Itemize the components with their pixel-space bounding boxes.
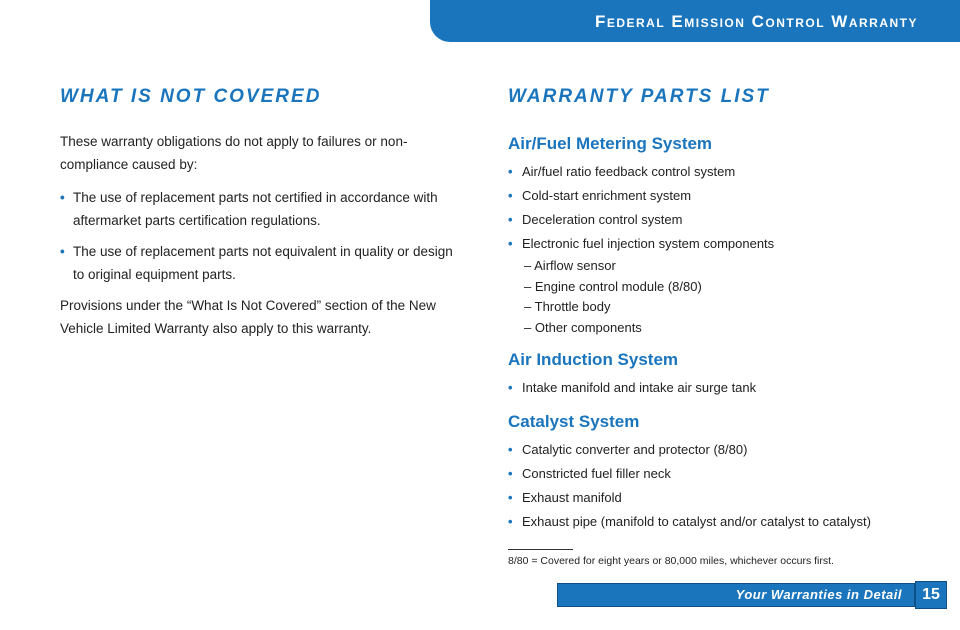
bullet-icon: • <box>508 380 513 395</box>
parts-list <box>508 376 928 400</box>
closing-paragraph: Provisions under the “What Is Not Covered” section of the New Vehicle Limited Warranty also apply to this warranty. <box>60 298 436 336</box>
list-item-text: The use of replacement parts not certified in accordance with aftermarket parts certification regulations. <box>73 190 438 228</box>
dash-icon: – <box>524 299 532 314</box>
footnote: 8/80 = Covered for eight years or 80,000 miles, whichever occurs first. <box>508 555 834 567</box>
list-item-text: Cold-start enrichment system <box>522 188 692 203</box>
page-number: 15 <box>915 581 947 609</box>
list-item <box>508 376 928 400</box>
bullet-icon: • <box>508 188 513 203</box>
sub-list-item-text: Airflow sensor <box>534 258 616 273</box>
parts-list <box>508 438 928 534</box>
dash-icon: – <box>524 319 532 335</box>
list-item-text: Air/fuel ratio feedback control system <box>522 164 736 179</box>
list-item-text: Constricted fuel filler neck <box>522 466 671 481</box>
list-item-text: Electronic fuel injection system components <box>522 236 775 251</box>
list-item-text: Exhaust manifold <box>522 490 622 505</box>
sub-list-item <box>508 297 928 318</box>
list-item <box>508 160 928 184</box>
list-item <box>508 438 928 462</box>
not-covered-heading: WHAT IS NOT COVERED <box>60 86 322 107</box>
footer-label: Your Warranties in Detail <box>735 587 902 602</box>
bullet-icon: • <box>508 442 513 457</box>
list-item <box>60 186 460 232</box>
list-item-text: Deceleration control system <box>522 212 683 227</box>
bullet-icon: • <box>508 164 513 179</box>
bullet-icon: • <box>60 244 65 259</box>
footnote-divider <box>508 549 573 550</box>
list-item <box>508 184 928 208</box>
bullet-icon: • <box>508 514 513 529</box>
bullet-icon: • <box>60 190 65 205</box>
list-item <box>508 462 928 486</box>
list-item-text: Intake manifold and intake air surge tank <box>522 380 757 395</box>
sub-list-item-text: Other components <box>534 319 642 335</box>
parts-list-heading: WARRANTY PARTS LIST <box>508 86 770 107</box>
sub-list-item <box>508 256 928 277</box>
dash-icon: – <box>524 258 532 273</box>
page-title: Federal Emission Control Warranty <box>594 12 918 31</box>
not-covered-section <box>60 130 460 350</box>
sub-list-item <box>508 318 928 339</box>
list-item-text: Exhaust pipe (manifold to catalyst and/or catalyst to catalyst) <box>522 514 872 529</box>
list-item-text: The use of replacement parts not equivalent in quality or design to original equipment parts. <box>73 244 453 282</box>
sub-list-item-text: Throttle body <box>534 299 611 314</box>
list-item <box>508 232 928 256</box>
parts-list-section <box>508 132 928 544</box>
subsection-title: Catalyst System <box>508 412 640 431</box>
dash-icon: – <box>524 278 532 294</box>
parts-list <box>508 160 928 338</box>
header-banner <box>430 0 960 42</box>
list-item <box>508 486 928 510</box>
footer-bar <box>557 583 915 607</box>
sub-list-item-text: Engine control module (8/80) <box>534 278 702 294</box>
list-item <box>508 510 928 534</box>
intro-paragraph: These warranty obligations do not apply to failures or non-compliance caused by: <box>60 134 408 172</box>
subsection-title: Air/Fuel Metering System <box>508 134 713 153</box>
bullet-icon: • <box>508 466 513 481</box>
list-item-text: Catalytic converter and protector (8/80) <box>522 442 748 457</box>
bullet-icon: • <box>508 212 513 227</box>
subsection-title: Air Induction System <box>508 350 679 369</box>
bullet-icon: • <box>508 490 513 505</box>
bullet-icon: • <box>508 236 513 251</box>
list-item <box>508 208 928 232</box>
list-item <box>60 240 460 286</box>
sub-list-item <box>508 277 928 298</box>
